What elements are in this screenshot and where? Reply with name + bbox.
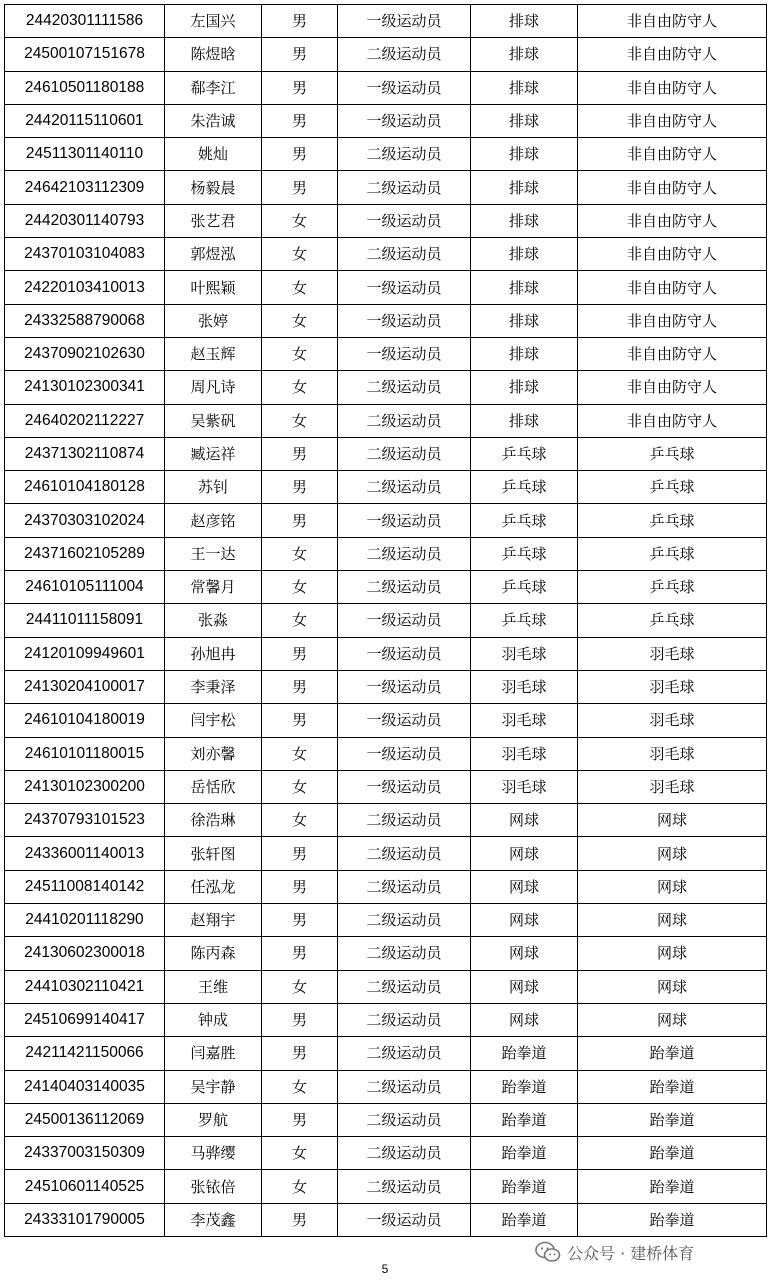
student-name-cell: 杨毅晨 <box>165 171 262 204</box>
athlete-level-cell: 一级运动员 <box>338 71 471 104</box>
gender-cell: 男 <box>262 837 338 870</box>
sport-cell: 排球 <box>471 104 578 137</box>
sport-cell: 网球 <box>471 937 578 970</box>
table-row <box>5 1070 767 1103</box>
student-id-cell: 24370793101523 <box>5 804 165 837</box>
student-id-cell: 24371602105289 <box>5 537 165 570</box>
student-name-cell: 郭煜泓 <box>165 238 262 271</box>
table-row <box>5 837 767 870</box>
student-id-cell: 24610104180019 <box>5 704 165 737</box>
athlete-table-body <box>5 5 767 1237</box>
sport-cell: 羽毛球 <box>471 737 578 770</box>
student-name-cell: 左国兴 <box>165 5 262 38</box>
student-name-cell: 闫宇松 <box>165 704 262 737</box>
sport-cell: 羽毛球 <box>471 704 578 737</box>
sport-cell: 排球 <box>471 371 578 404</box>
student-name-cell: 王维 <box>165 970 262 1003</box>
student-name-cell: 钟成 <box>165 1003 262 1036</box>
sport-cell: 排球 <box>471 404 578 437</box>
student-name-cell: 李秉泽 <box>165 670 262 703</box>
student-name-cell: 张婷 <box>165 304 262 337</box>
sport-cell: 网球 <box>471 804 578 837</box>
student-name-cell: 王一达 <box>165 537 262 570</box>
student-name-cell: 吴紫矾 <box>165 404 262 437</box>
sport-cell: 排球 <box>471 71 578 104</box>
table-row <box>5 138 767 171</box>
table-row <box>5 737 767 770</box>
student-id-cell: 24510601140525 <box>5 1170 165 1203</box>
athlete-level-cell: 二级运动员 <box>338 537 471 570</box>
gender-cell: 男 <box>262 904 338 937</box>
gender-cell: 男 <box>262 1037 338 1070</box>
position-cell: 乒乓球 <box>578 571 767 604</box>
student-name-cell: 徐浩琳 <box>165 804 262 837</box>
gender-cell: 女 <box>262 1137 338 1170</box>
student-name-cell: 常馨月 <box>165 571 262 604</box>
table-row <box>5 38 767 71</box>
table-row <box>5 238 767 271</box>
position-cell: 乒乓球 <box>578 437 767 470</box>
sport-cell: 跆拳道 <box>471 1037 578 1070</box>
gender-cell: 男 <box>262 138 338 171</box>
athlete-level-cell: 二级运动员 <box>338 138 471 171</box>
student-name-cell: 臧运祥 <box>165 437 262 470</box>
athlete-level-cell: 一级运动员 <box>338 604 471 637</box>
athlete-level-cell: 一级运动员 <box>338 104 471 137</box>
student-id-cell: 24610501180188 <box>5 71 165 104</box>
position-cell: 网球 <box>578 937 767 970</box>
athlete-level-cell: 二级运动员 <box>338 1103 471 1136</box>
position-cell: 乒乓球 <box>578 604 767 637</box>
student-name-cell: 叶熙颖 <box>165 271 262 304</box>
student-name-cell: 赵玉辉 <box>165 337 262 370</box>
table-row <box>5 404 767 437</box>
student-name-cell: 陈丙森 <box>165 937 262 970</box>
student-id-cell: 24130204100017 <box>5 670 165 703</box>
position-cell: 非自由防守人 <box>578 138 767 171</box>
student-id-cell: 24420115110601 <box>5 104 165 137</box>
position-cell: 非自由防守人 <box>578 204 767 237</box>
position-cell: 跆拳道 <box>578 1037 767 1070</box>
student-name-cell: 赵彦铭 <box>165 504 262 537</box>
gender-cell: 女 <box>262 604 338 637</box>
position-cell: 羽毛球 <box>578 637 767 670</box>
table-row <box>5 1203 767 1236</box>
athlete-level-cell: 二级运动员 <box>338 371 471 404</box>
sport-cell: 跆拳道 <box>471 1203 578 1236</box>
position-cell: 非自由防守人 <box>578 371 767 404</box>
student-name-cell: 赵翔宇 <box>165 904 262 937</box>
athlete-level-cell: 一级运动员 <box>338 504 471 537</box>
gender-cell: 女 <box>262 337 338 370</box>
athlete-level-cell: 二级运动员 <box>338 837 471 870</box>
sport-cell: 乒乓球 <box>471 504 578 537</box>
student-name-cell: 苏钊 <box>165 471 262 504</box>
position-cell: 跆拳道 <box>578 1170 767 1203</box>
position-cell: 网球 <box>578 804 767 837</box>
athlete-level-cell: 一级运动员 <box>338 770 471 803</box>
table-row <box>5 5 767 38</box>
gender-cell: 男 <box>262 504 338 537</box>
sport-cell: 跆拳道 <box>471 1170 578 1203</box>
position-cell: 网球 <box>578 970 767 1003</box>
sport-cell: 排球 <box>471 204 578 237</box>
watermark-text: 公众号 · 建桥体育 <box>567 1243 695 1263</box>
gender-cell: 男 <box>262 471 338 504</box>
student-id-cell: 24640202112227 <box>5 404 165 437</box>
athlete-level-cell: 二级运动员 <box>338 937 471 970</box>
position-cell: 非自由防守人 <box>578 304 767 337</box>
gender-cell: 女 <box>262 1170 338 1203</box>
position-cell: 跆拳道 <box>578 1103 767 1136</box>
position-cell: 乒乓球 <box>578 504 767 537</box>
table-row <box>5 1170 767 1203</box>
gender-cell: 男 <box>262 171 338 204</box>
student-id-cell: 24610105111004 <box>5 571 165 604</box>
sport-cell: 网球 <box>471 870 578 903</box>
athlete-level-cell: 一级运动员 <box>338 271 471 304</box>
student-id-cell: 24211421150066 <box>5 1037 165 1070</box>
athlete-level-cell: 一级运动员 <box>338 337 471 370</box>
sport-cell: 网球 <box>471 1003 578 1036</box>
athlete-level-cell: 二级运动员 <box>338 1037 471 1070</box>
student-name-cell: 罗航 <box>165 1103 262 1136</box>
table-row <box>5 670 767 703</box>
table-row <box>5 437 767 470</box>
gender-cell: 男 <box>262 38 338 71</box>
student-name-cell: 朱浩诚 <box>165 104 262 137</box>
athlete-level-cell: 二级运动员 <box>338 1070 471 1103</box>
position-cell: 乒乓球 <box>578 471 767 504</box>
gender-cell: 女 <box>262 804 338 837</box>
table-row <box>5 571 767 604</box>
student-name-cell: 闫嘉胜 <box>165 1037 262 1070</box>
athlete-level-cell: 二级运动员 <box>338 1137 471 1170</box>
table-row <box>5 171 767 204</box>
gender-cell: 男 <box>262 437 338 470</box>
student-name-cell: 张铱倍 <box>165 1170 262 1203</box>
student-id-cell: 24371302110874 <box>5 437 165 470</box>
position-cell: 羽毛球 <box>578 670 767 703</box>
table-row <box>5 1137 767 1170</box>
table-row <box>5 904 767 937</box>
gender-cell: 女 <box>262 371 338 404</box>
athlete-level-cell: 二级运动员 <box>338 437 471 470</box>
sport-cell: 排球 <box>471 271 578 304</box>
sport-cell: 排球 <box>471 337 578 370</box>
student-name-cell: 张轩图 <box>165 837 262 870</box>
student-id-cell: 24333101790005 <box>5 1203 165 1236</box>
gender-cell: 女 <box>262 737 338 770</box>
athlete-level-cell: 一级运动员 <box>338 637 471 670</box>
sport-cell: 网球 <box>471 904 578 937</box>
sport-cell: 乒乓球 <box>471 537 578 570</box>
table-row <box>5 604 767 637</box>
student-id-cell: 24410201118290 <box>5 904 165 937</box>
sport-cell: 排球 <box>471 5 578 38</box>
athlete-level-cell: 一级运动员 <box>338 737 471 770</box>
student-id-cell: 24130602300018 <box>5 937 165 970</box>
student-id-cell: 24220103410013 <box>5 271 165 304</box>
wechat-icon <box>535 1241 561 1263</box>
student-id-cell: 24332588790068 <box>5 304 165 337</box>
table-row <box>5 371 767 404</box>
position-cell: 非自由防守人 <box>578 271 767 304</box>
athlete-level-cell: 一级运动员 <box>338 304 471 337</box>
sport-cell: 乒乓球 <box>471 571 578 604</box>
student-id-cell: 24336001140013 <box>5 837 165 870</box>
table-row <box>5 1003 767 1036</box>
student-id-cell: 24370303102024 <box>5 504 165 537</box>
table-row <box>5 870 767 903</box>
gender-cell: 男 <box>262 71 338 104</box>
athlete-level-cell: 二级运动员 <box>338 471 471 504</box>
sport-cell: 排球 <box>471 304 578 337</box>
athlete-level-cell: 二级运动员 <box>338 238 471 271</box>
gender-cell: 男 <box>262 937 338 970</box>
position-cell: 羽毛球 <box>578 737 767 770</box>
student-name-cell: 吴宇静 <box>165 1070 262 1103</box>
gender-cell: 女 <box>262 271 338 304</box>
athlete-level-cell: 一级运动员 <box>338 1203 471 1236</box>
table-row <box>5 970 767 1003</box>
athlete-table <box>4 4 767 1237</box>
athlete-level-cell: 二级运动员 <box>338 171 471 204</box>
sport-cell: 乒乓球 <box>471 604 578 637</box>
sport-cell: 羽毛球 <box>471 637 578 670</box>
position-cell: 羽毛球 <box>578 770 767 803</box>
position-cell: 非自由防守人 <box>578 5 767 38</box>
gender-cell: 男 <box>262 1003 338 1036</box>
table-row <box>5 637 767 670</box>
gender-cell: 男 <box>262 1203 338 1236</box>
table-row <box>5 104 767 137</box>
position-cell: 羽毛球 <box>578 704 767 737</box>
sport-cell: 网球 <box>471 970 578 1003</box>
table-row <box>5 1037 767 1070</box>
gender-cell: 女 <box>262 571 338 604</box>
student-name-cell: 姚灿 <box>165 138 262 171</box>
gender-cell: 男 <box>262 104 338 137</box>
table-row <box>5 471 767 504</box>
sport-cell: 羽毛球 <box>471 770 578 803</box>
student-id-cell: 24140403140035 <box>5 1070 165 1103</box>
student-id-cell: 24500136112069 <box>5 1103 165 1136</box>
position-cell: 非自由防守人 <box>578 171 767 204</box>
athlete-level-cell: 二级运动员 <box>338 38 471 71</box>
athlete-level-cell: 二级运动员 <box>338 804 471 837</box>
table-row <box>5 204 767 237</box>
sport-cell: 网球 <box>471 837 578 870</box>
gender-cell: 男 <box>262 5 338 38</box>
position-cell: 网球 <box>578 837 767 870</box>
sport-cell: 跆拳道 <box>471 1103 578 1136</box>
sport-cell: 排球 <box>471 38 578 71</box>
sport-cell: 乒乓球 <box>471 471 578 504</box>
sport-cell: 排球 <box>471 238 578 271</box>
gender-cell: 男 <box>262 704 338 737</box>
athlete-level-cell: 二级运动员 <box>338 1003 471 1036</box>
table-row <box>5 1103 767 1136</box>
athlete-level-cell: 一级运动员 <box>338 204 471 237</box>
student-id-cell: 24370902102630 <box>5 337 165 370</box>
student-id-cell: 24337003150309 <box>5 1137 165 1170</box>
student-name-cell: 任泓龙 <box>165 870 262 903</box>
position-cell: 非自由防守人 <box>578 104 767 137</box>
sport-cell: 乒乓球 <box>471 437 578 470</box>
student-id-cell: 24642103112309 <box>5 171 165 204</box>
sport-cell: 排球 <box>471 138 578 171</box>
athlete-level-cell: 二级运动员 <box>338 904 471 937</box>
student-id-cell: 24420301111586 <box>5 5 165 38</box>
table-row <box>5 804 767 837</box>
position-cell: 网球 <box>578 870 767 903</box>
position-cell: 非自由防守人 <box>578 38 767 71</box>
athlete-level-cell: 二级运动员 <box>338 970 471 1003</box>
position-cell: 非自由防守人 <box>578 337 767 370</box>
position-cell: 网球 <box>578 904 767 937</box>
athlete-level-cell: 一级运动员 <box>338 5 471 38</box>
athlete-level-cell: 一级运动员 <box>338 670 471 703</box>
student-id-cell: 24500107151678 <box>5 38 165 71</box>
student-name-cell: 马骅缨 <box>165 1137 262 1170</box>
position-cell: 跆拳道 <box>578 1070 767 1103</box>
student-id-cell: 24610101180015 <box>5 737 165 770</box>
table-row <box>5 770 767 803</box>
athlete-level-cell: 二级运动员 <box>338 870 471 903</box>
table-row <box>5 71 767 104</box>
gender-cell: 女 <box>262 304 338 337</box>
student-id-cell: 24610104180128 <box>5 471 165 504</box>
student-id-cell: 24511301140110 <box>5 138 165 171</box>
student-name-cell: 刘亦馨 <box>165 737 262 770</box>
position-cell: 乒乓球 <box>578 537 767 570</box>
student-id-cell: 24511008140142 <box>5 870 165 903</box>
student-name-cell: 张淼 <box>165 604 262 637</box>
position-cell: 跆拳道 <box>578 1203 767 1236</box>
gender-cell: 女 <box>262 970 338 1003</box>
student-id-cell: 24370103104083 <box>5 238 165 271</box>
gender-cell: 女 <box>262 770 338 803</box>
student-name-cell: 陈煜晗 <box>165 38 262 71</box>
table-row <box>5 937 767 970</box>
position-cell: 非自由防守人 <box>578 71 767 104</box>
student-id-cell: 24510699140417 <box>5 1003 165 1036</box>
page-number: 5 <box>381 1262 389 1276</box>
sport-cell: 跆拳道 <box>471 1137 578 1170</box>
gender-cell: 女 <box>262 238 338 271</box>
table-row <box>5 304 767 337</box>
athlete-level-cell: 二级运动员 <box>338 404 471 437</box>
position-cell: 网球 <box>578 1003 767 1036</box>
gender-cell: 男 <box>262 870 338 903</box>
table-row <box>5 271 767 304</box>
student-name-cell: 郗李江 <box>165 71 262 104</box>
sport-cell: 羽毛球 <box>471 670 578 703</box>
student-id-cell: 24120109949601 <box>5 637 165 670</box>
gender-cell: 男 <box>262 1103 338 1136</box>
student-name-cell: 岳恬欣 <box>165 770 262 803</box>
table-row <box>5 337 767 370</box>
student-name-cell: 李茂鑫 <box>165 1203 262 1236</box>
table-row <box>5 504 767 537</box>
gender-cell: 女 <box>262 537 338 570</box>
student-id-cell: 24130102300341 <box>5 371 165 404</box>
gender-cell: 女 <box>262 204 338 237</box>
table-row <box>5 704 767 737</box>
gender-cell: 女 <box>262 1070 338 1103</box>
student-name-cell: 周凡诗 <box>165 371 262 404</box>
student-name-cell: 孙旭冉 <box>165 637 262 670</box>
position-cell: 非自由防守人 <box>578 238 767 271</box>
sport-cell: 排球 <box>471 171 578 204</box>
student-id-cell: 24411011158091 <box>5 604 165 637</box>
student-id-cell: 24420301140793 <box>5 204 165 237</box>
athlete-level-cell: 二级运动员 <box>338 1170 471 1203</box>
gender-cell: 男 <box>262 637 338 670</box>
position-cell: 跆拳道 <box>578 1137 767 1170</box>
athlete-level-cell: 二级运动员 <box>338 571 471 604</box>
roster-sheet <box>4 4 766 1237</box>
gender-cell: 女 <box>262 404 338 437</box>
table-row <box>5 537 767 570</box>
gender-cell: 男 <box>262 670 338 703</box>
student-name-cell: 张艺君 <box>165 204 262 237</box>
student-id-cell: 24410302110421 <box>5 970 165 1003</box>
position-cell: 非自由防守人 <box>578 404 767 437</box>
sport-cell: 跆拳道 <box>471 1070 578 1103</box>
student-id-cell: 24130102300200 <box>5 770 165 803</box>
athlete-level-cell: 一级运动员 <box>338 704 471 737</box>
